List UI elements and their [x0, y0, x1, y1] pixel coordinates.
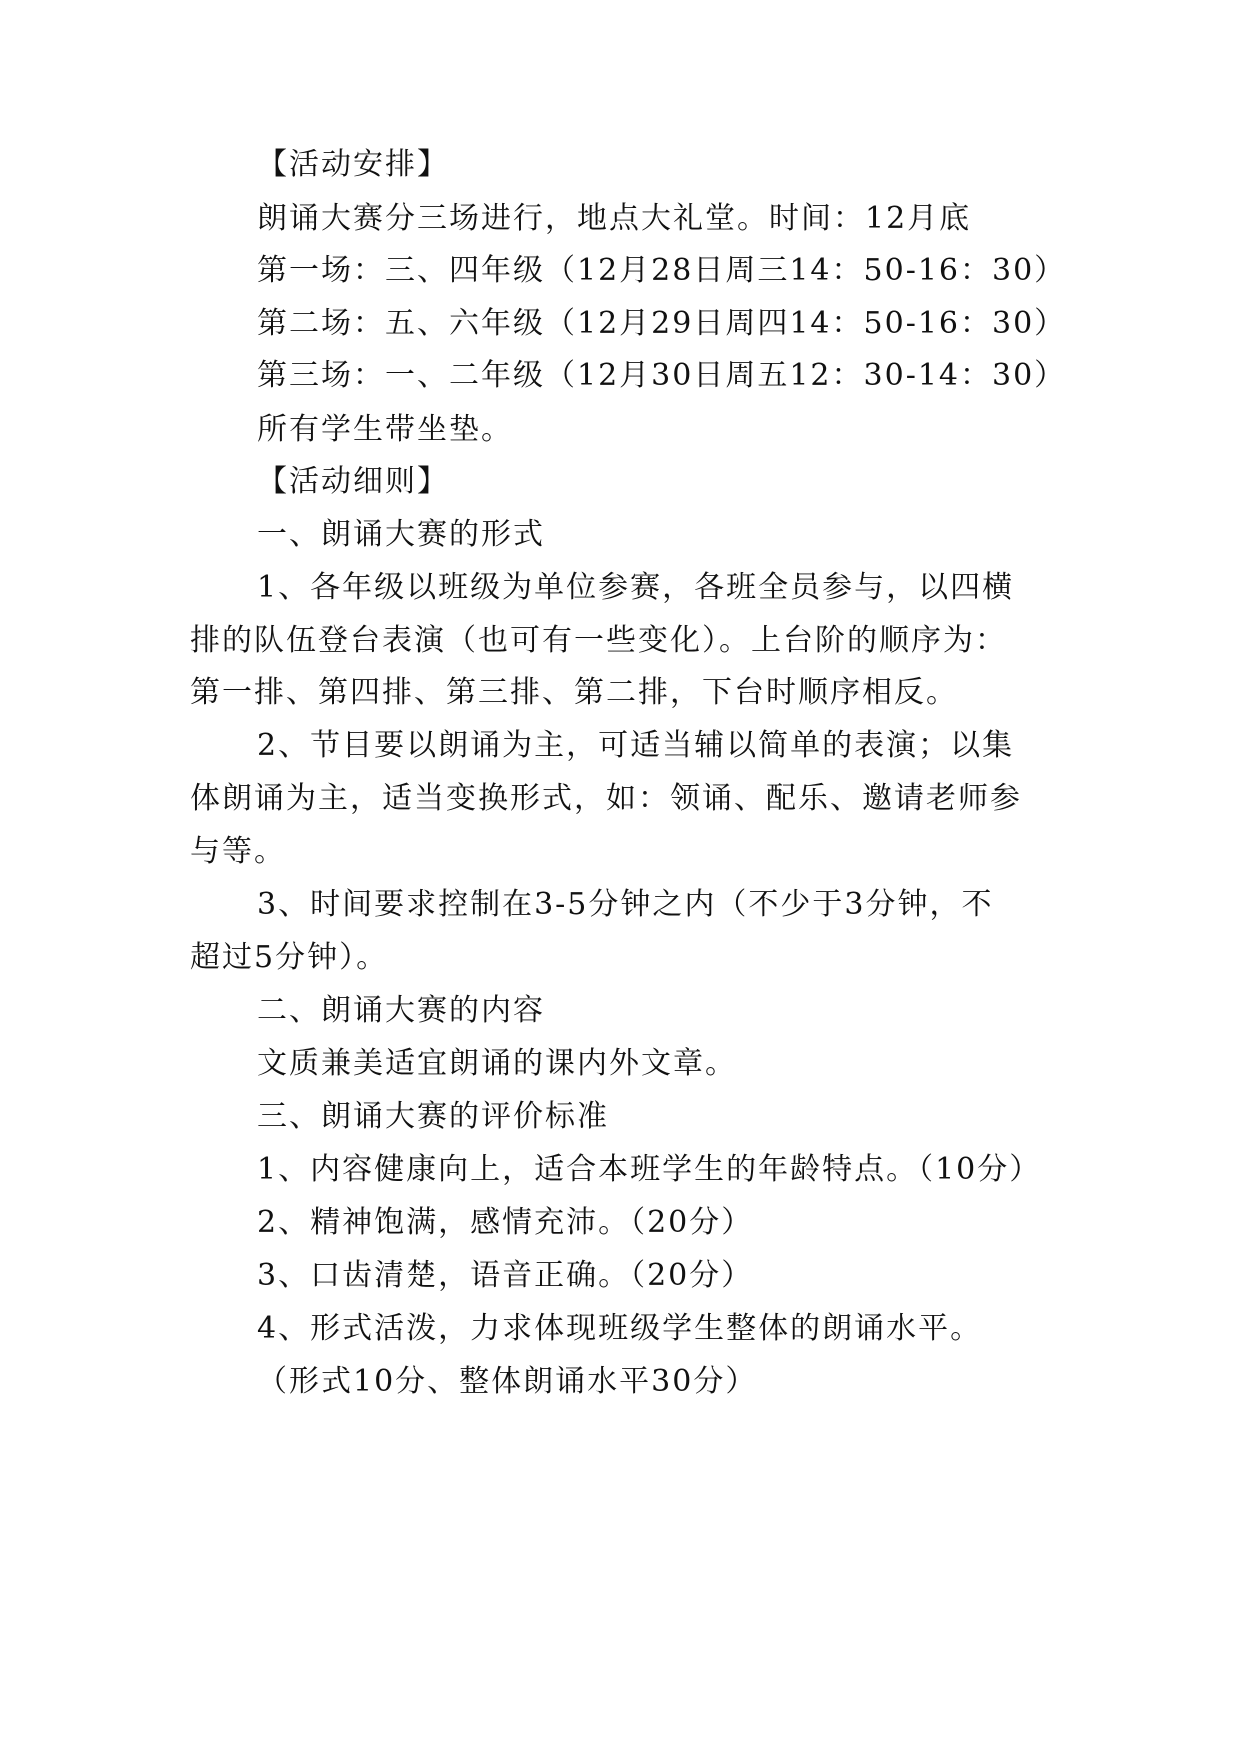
criteria-item: 1、内容健康向上，适合本班学生的年龄特点。（10分） [257, 1152, 1042, 1187]
paragraph-line: 超过5分钟）。 [190, 940, 389, 975]
paragraph-line: 体朗诵为主，适当变换形式，如：领诵、配乐、邀请老师参 [190, 781, 1022, 816]
rules-heading: 【活动细则】 [257, 464, 449, 499]
arrangement-line: 朗诵大赛分三场进行，地点大礼堂。时间：12月底 [257, 201, 972, 236]
paragraph-line: 2、节目要以朗诵为主，可适当辅以简单的表演；以集 [257, 728, 1015, 763]
criteria-item: 3、口齿清楚，语音正确。（20分） [257, 1258, 754, 1293]
paragraph-line: 1、各年级以班级为单位参赛，各班全员参与，以四横 [257, 570, 1015, 605]
arrangement-line: 第二场：五、六年级（12月29日周四14：50-16：30） [257, 306, 1067, 341]
arrangement-line: 第一场：三、四年级（12月28日周三14：50-16：30） [257, 253, 1067, 288]
paragraph-line: 文质兼美适宜朗诵的课内外文章。 [257, 1046, 737, 1081]
section-title: 二、朗诵大赛的内容 [257, 993, 545, 1028]
paragraph-line: 与等。 [190, 834, 286, 869]
section-title: 三、朗诵大赛的评价标准 [257, 1099, 609, 1134]
criteria-item: 4、形式活泼，力求体现班级学生整体的朗诵水平。 [257, 1311, 983, 1346]
arrangement-line: 所有学生带坐垫。 [257, 412, 513, 447]
criteria-item: 2、精神饱满，感情充沛。（20分） [257, 1205, 754, 1240]
paragraph-line: 排的队伍登台表演（也可有一些变化）。上台阶的顺序为： [190, 623, 1007, 658]
arrangement-heading: 【活动安排】 [257, 147, 449, 182]
section-title: 一、朗诵大赛的形式 [257, 517, 545, 552]
criteria-item: （形式10分、整体朗诵水平30分） [257, 1364, 758, 1399]
arrangement-line: 第三场：一、二年级（12月30日周五12：30-14：30） [257, 358, 1067, 393]
paragraph-line: 3、时间要求控制在3-5分钟之内（不少于3分钟，不 [257, 887, 994, 922]
paragraph-line: 第一排、第四排、第三排、第二排，下台时顺序相反。 [190, 675, 958, 710]
